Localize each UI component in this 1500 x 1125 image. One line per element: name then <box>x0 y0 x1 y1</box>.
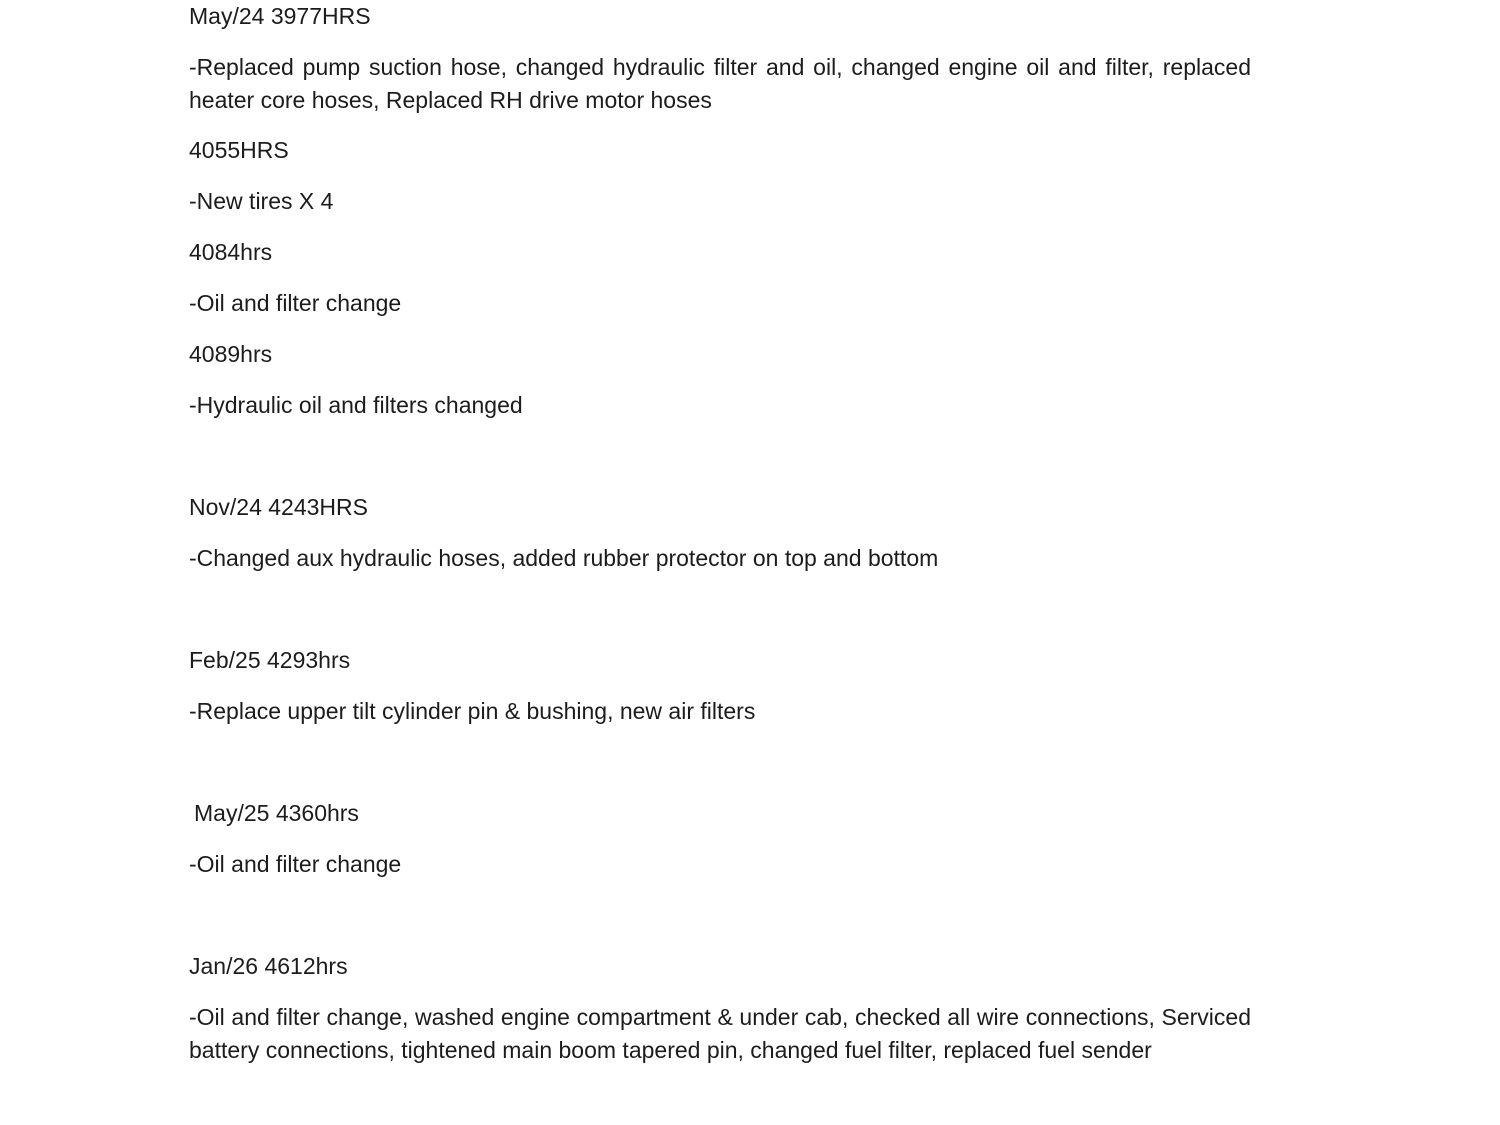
entry-detail: -Oil and filter change, washed engine compartment & under cab, checked all wire connections, Serviced battery connections, tightened main boom tapered pin, changed fuel filter, replaced fuel sender <box>189 1004 1251 1063</box>
entry-detail: -Oil and filter change <box>189 290 402 316</box>
entry-header: Jan/26 4612hrs <box>189 953 348 979</box>
entry-detail: -Changed aux hydraulic hoses, added rubber protector on top and bottom <box>189 545 939 571</box>
entry-header: 4089hrs <box>189 341 273 367</box>
entry-detail: -Replaced pump suction hose, changed hydraulic filter and oil, changed engine oil and filter, replaced heater core hoses, Replaced RH drive motor hoses <box>189 54 1251 113</box>
entry-detail: -Replace upper tilt cylinder pin & bushing, new air filters <box>189 698 756 724</box>
entry-detail: -New tires X 4 <box>189 188 334 214</box>
entry-header: May/24 3977HRS <box>189 3 371 29</box>
entry-header: 4055HRS <box>189 137 289 163</box>
entry-header: May/25 4360hrs <box>194 800 359 826</box>
entry-detail: -Oil and filter change <box>189 851 402 877</box>
entry-header: Nov/24 4243HRS <box>189 494 368 520</box>
entry-detail: -Hydraulic oil and filters changed <box>189 392 523 418</box>
entry-header: Feb/25 4293hrs <box>189 647 351 673</box>
entry-header: 4084hrs <box>189 239 273 265</box>
